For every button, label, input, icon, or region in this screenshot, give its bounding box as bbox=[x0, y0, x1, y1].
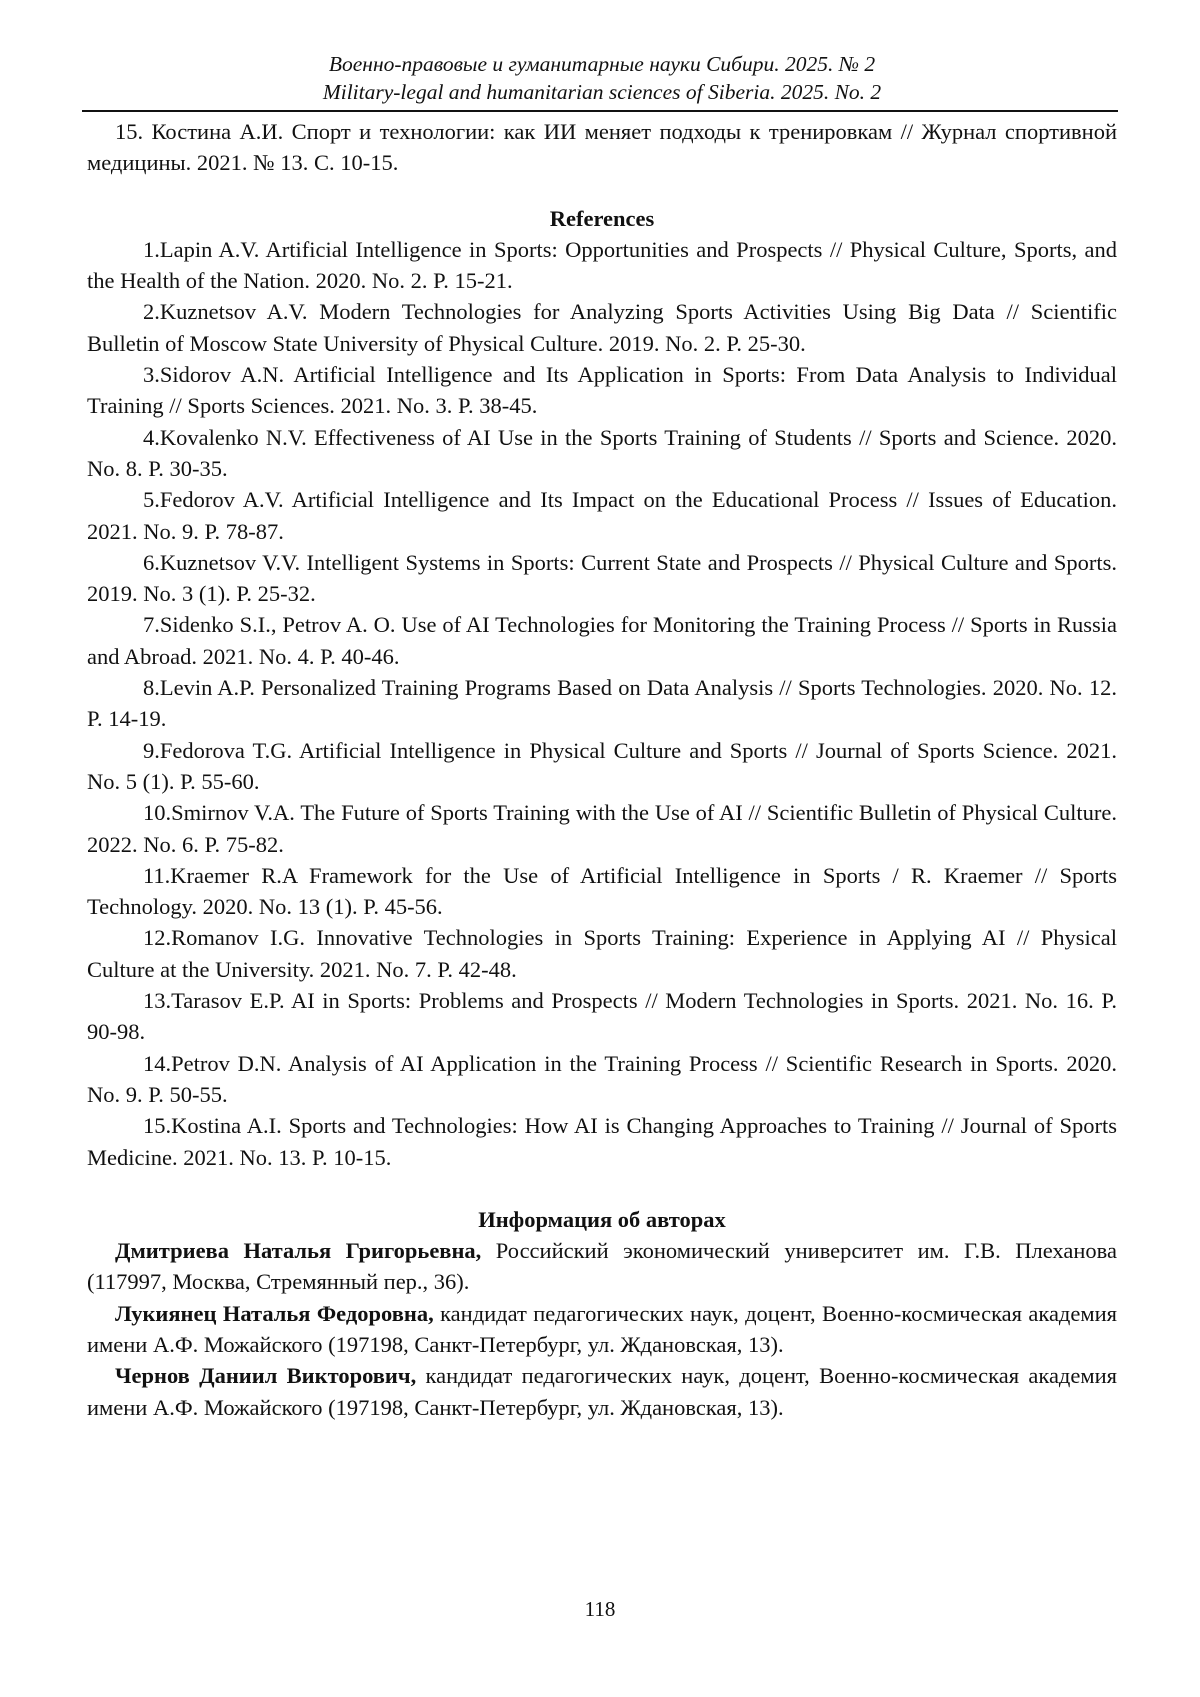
author-affiliation: кандидат педагогических наук, доцент, Военно-космическая академия имени А.Ф. Можайского (197198, Санкт-Петербург, ул. Ждановская, 13). bbox=[87, 1363, 1117, 1420]
reference-text: Kraemer R.A Framework for the Use of Artificial Intelligence in Sports / R. Kraemer // Sports Technology. 2020. No. 13 (1). P. 45-56. bbox=[87, 862, 1117, 920]
reference-item bbox=[87, 422, 1117, 485]
reference-item bbox=[87, 484, 1117, 547]
author-affiliation: Российский экономический университет им. Г.В. Плеханова (117997, Москва, Стремянный пер., 36). bbox=[87, 1238, 1117, 1295]
reference-number: 14. bbox=[143, 1050, 172, 1076]
spacer bbox=[87, 1173, 1117, 1204]
reference-number: 15. bbox=[143, 1113, 172, 1139]
reference-text: Kovalenko N.V. Effectiveness of AI Use in the Sports Training of Students // Sports and Science. 2020. No. 8. P. 30-35. bbox=[87, 424, 1117, 481]
reference-text: Sidorov A.N. Artificial Intelligence and Its Application in Sports: From Data Analysis to Individual Training // Sports Sciences. 2021. No. 3. P. 38-45. bbox=[87, 362, 1117, 419]
author-item bbox=[87, 1235, 1117, 1298]
reference-number: 7. bbox=[143, 612, 160, 638]
reference-item bbox=[87, 547, 1117, 610]
reference-text: Smirnov V.A. The Future of Sports Training with the Use of AI // Scientific Bulletin of Physical Culture. 2022. No. 6. P. 75-82. bbox=[87, 800, 1117, 857]
author-name: Чернов Даниил Викторович, bbox=[115, 1363, 417, 1389]
reference-number: 11. bbox=[143, 862, 171, 888]
authors-list bbox=[87, 1235, 1117, 1423]
reference-item bbox=[87, 985, 1117, 1048]
reference-item bbox=[87, 860, 1117, 923]
author-item bbox=[87, 1360, 1117, 1423]
page-content bbox=[87, 116, 1117, 1423]
reference-text: Lapin A.V. Artificial Intelligence in Sports: Opportunities and Prospects // Physical Culture, Sports, and the Health of the Nation. 2020. No. 2. P. 15-21. bbox=[87, 236, 1117, 294]
reference-text: Tarasov E.P. AI in Sports: Problems and Prospects // Modern Technologies in Sports. 2021. No. 16. P. 90-98. bbox=[87, 988, 1117, 1045]
page-number: 118 bbox=[584, 1597, 616, 1621]
reference-number: 5. bbox=[143, 487, 160, 513]
references-list bbox=[87, 234, 1117, 1173]
reference-text: Levin A.P. Personalized Training Programs Based on Data Analysis // Sports Technologies. 2020. No. 12. P. 14-19. bbox=[87, 675, 1117, 732]
reference-item bbox=[87, 672, 1117, 735]
reference-item bbox=[87, 234, 1117, 297]
reference-number: 4. bbox=[143, 424, 160, 450]
reference-item bbox=[87, 296, 1117, 359]
reference-item bbox=[87, 1048, 1117, 1111]
reference-number: 6. bbox=[143, 549, 160, 575]
header-rule bbox=[82, 110, 1118, 112]
reference-number: 1. bbox=[143, 236, 160, 262]
reference-text: Kuznetsov V.V. Intelligent Systems in Sports: Current State and Prospects // Physical Culture and Sports. 2019. No. 3 (1). P. 25-32. bbox=[87, 549, 1117, 607]
header-line-en: Military-legal and humanitarian sciences of Siberia. 2025. No. 2 bbox=[322, 80, 882, 104]
reference-number: 10. bbox=[143, 800, 172, 826]
reference-number: 8. bbox=[143, 675, 160, 701]
reference-text: Kostina A.I. Sports and Technologies: How AI is Changing Approaches to Training // Journal of Sports Medicine. 2021. No. 13. P. 10-15. bbox=[87, 1113, 1117, 1170]
ru-reference-item-15: 15. Костина А.И. Спорт и технологии: как ИИ меняет подходы к тренировкам // Журнал спортивной медицины. 2021. № 13. С. 10-15. bbox=[87, 119, 1117, 176]
spacer bbox=[87, 179, 1117, 203]
reference-number: 3. bbox=[143, 362, 160, 388]
references-heading: References bbox=[549, 205, 655, 231]
reference-text: Romanov I.G. Innovative Technologies in Sports Training: Experience in Applying AI // Physical Culture at the University. 2021. No. 7. P. 42-48. bbox=[87, 925, 1117, 982]
reference-item bbox=[87, 359, 1117, 422]
reference-item bbox=[87, 797, 1117, 860]
reference-text: Fedorov A.V. Artificial Intelligence and Its Impact on the Educational Process // Issues of Education. 2021. No. 9. P. 78-87. bbox=[87, 487, 1117, 544]
reference-number: 9. bbox=[143, 737, 160, 763]
author-affiliation: кандидат педагогических наук, доцент, Военно-космическая академия имени А.Ф. Можайского (197198, Санкт-Петербург, ул. Ждановская, 13). bbox=[87, 1300, 1117, 1357]
reference-text: Petrov D.N. Analysis of AI Application in the Training Process // Scientific Research in Sports. 2020. No. 9. P. 50-55. bbox=[87, 1050, 1117, 1107]
reference-item bbox=[87, 922, 1117, 985]
reference-item bbox=[87, 609, 1117, 672]
authors-heading: Информация об авторах bbox=[478, 1206, 726, 1232]
reference-item bbox=[87, 735, 1117, 798]
reference-number: 12. bbox=[143, 925, 172, 951]
header-line-ru: Военно-правовые и гуманитарные науки Сибири. 2025. № 2 bbox=[328, 52, 876, 76]
author-name: Дмитриева Наталья Григорьевна, bbox=[115, 1238, 482, 1264]
author-item bbox=[87, 1298, 1117, 1361]
reference-item bbox=[87, 1110, 1117, 1173]
reference-text: Sidenko S.I., Petrov A. O. Use of AI Technologies for Monitoring the Training Process // Sports in Russia and Abroad. 2021. No. 4. P. 40-46. bbox=[87, 612, 1117, 669]
reference-text: Fedorova T.G. Artificial Intelligence in Physical Culture and Sports // Journal of Sports Science. 2021. No. 5 (1). P. 55-60. bbox=[87, 737, 1117, 794]
reference-number: 13. bbox=[143, 988, 172, 1014]
running-header bbox=[87, 50, 1117, 106]
author-name: Лукиянец Наталья Федоровна, bbox=[115, 1300, 434, 1326]
reference-number: 2. bbox=[143, 299, 160, 325]
reference-text: Kuznetsov A.V. Modern Technologies for Analyzing Sports Activities Using Big Data // Scientific Bulletin of Moscow State University of Physical Culture. 2019. No. 2. P. 25-30. bbox=[87, 299, 1117, 356]
